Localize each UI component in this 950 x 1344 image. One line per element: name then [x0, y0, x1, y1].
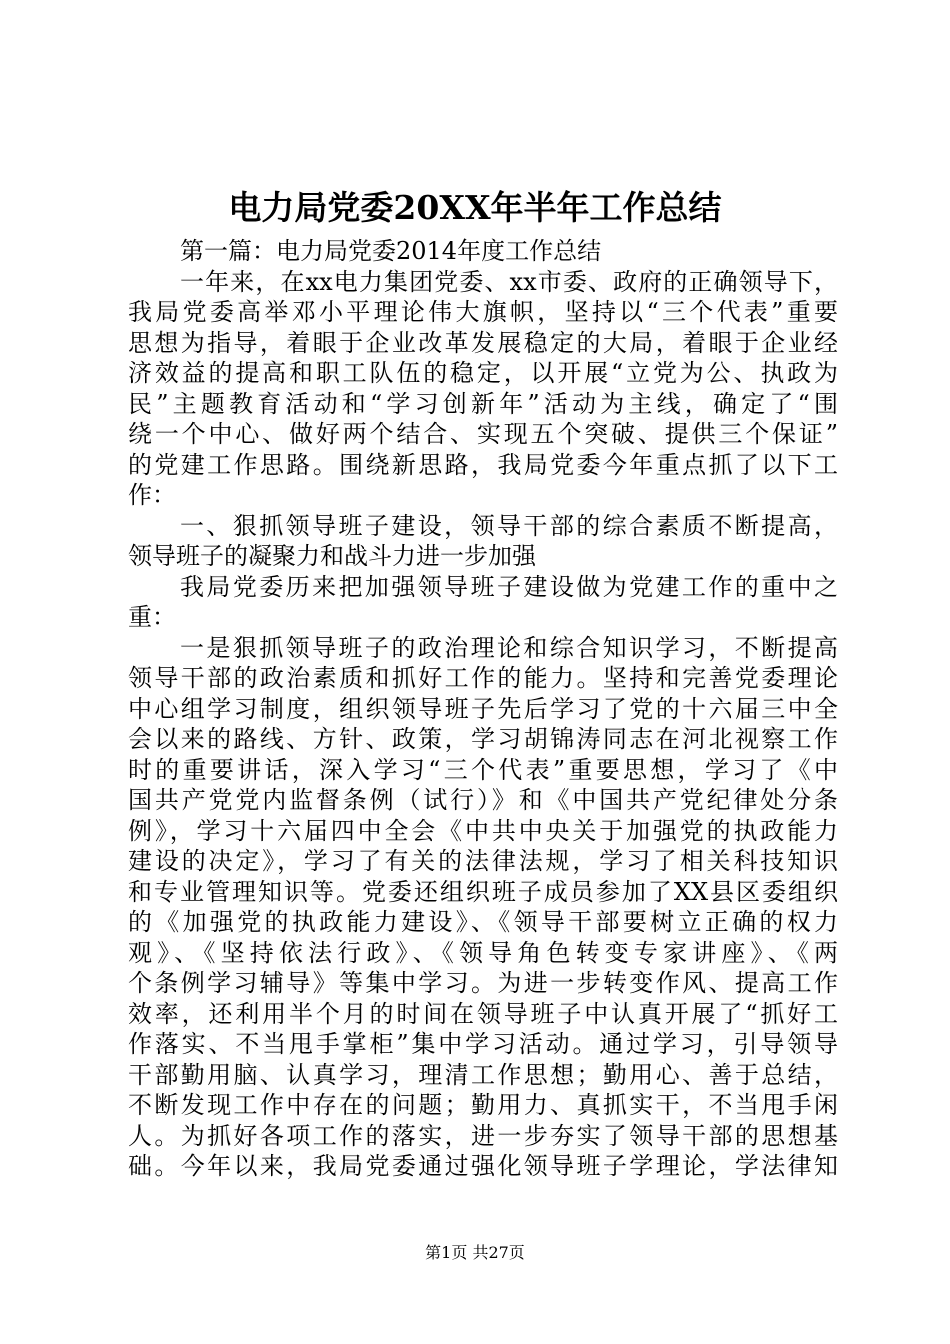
text-line: 重：	[128, 603, 176, 631]
text-line: 民”主题教育活动和“学习创新年”活动为主线，确定了“围	[128, 389, 838, 418]
text-line: 我局党委高举邓小平理论伟大旗帜，坚持以“三个代表”重要	[128, 298, 838, 326]
section-heading: 第一篇：电力局党委2014年度工作总结	[180, 237, 602, 265]
text-line: 作落实、不当甩手掌柜”集中学习活动。通过学习，引导领导	[128, 1030, 838, 1058]
text-line: 思想为指导，着眼于企业改革发展稳定的大局，着眼于企业经	[128, 328, 838, 357]
text-line: 不断发现工作中存在的问题；勤用力、真抓实干，不当甩手闲	[128, 1091, 838, 1119]
text-line: 济效益的提高和职工队伍的稳定，以开展“立党为公、执政为	[128, 359, 838, 387]
document-title: 电力局党委20XX年半年工作总结	[228, 188, 722, 227]
text-line: 作：	[128, 481, 176, 509]
text-line: 一是狠抓领导班子的政治理论和综合知识学习，不断提高	[180, 633, 838, 662]
document-body	[128, 236, 838, 1182]
text-line: 干部勤用脑、认真学习，理清工作思想；勤用心、善于总结，	[128, 1060, 838, 1089]
text-line: 一年来，在xx电力集团党委、xx市委、政府的正确领导下，	[180, 267, 838, 296]
text-line: 时的重要讲话，深入学习“三个代表”重要思想，学习了《中	[128, 755, 838, 784]
text-line: 观》、《坚持依法行政》、《领导角色转变专家讲座》、《两	[128, 938, 838, 967]
page-number: 第1页 共27页	[425, 1243, 525, 1262]
text-line: 例》，学习十六届四中全会《中共中央关于加强党的执政能力	[128, 816, 838, 845]
text-line: 个条例学习辅导》等集中学习。为进一步转变作风、提高工作	[128, 969, 838, 997]
text-line: 建设的决定》，学习了有关的法律法规，学习了相关科技知识	[128, 847, 838, 875]
text-line: 础。今年以来，我局党委通过强化领导班子学理论，学法律知	[128, 1152, 838, 1180]
text-line: 绕一个中心、做好两个结合、实现五个突破、提供三个保证”	[128, 420, 838, 448]
text-line: 我局党委历来把加强领导班子建设做为党建工作的重中之	[180, 572, 838, 601]
text-line: 中心组学习制度，组织领导班子先后学习了党的十六届三中全	[128, 694, 838, 723]
text-line: 领导干部的政治素质和抓好工作的能力。坚持和完善党委理论	[128, 664, 838, 692]
text-line: 领导班子的凝聚力和战斗力进一步加强	[128, 542, 536, 570]
text-line: 会以来的路线、方针、政策，学习胡锦涛同志在河北视察工作	[128, 725, 838, 753]
text-line: 效率，还利用半个月的时间在领导班子中认真开展了“抓好工	[128, 999, 838, 1028]
text-line: 和专业管理知识等。党委还组织班子成员参加了XX县区委组织	[128, 877, 838, 906]
text-line: 一、狠抓领导班子建设，领导干部的综合素质不断提高，	[180, 511, 838, 540]
text-line: 的党建工作思路。围绕新思路，我局党委今年重点抓了以下工	[128, 450, 838, 479]
text-line: 的《加强党的执政能力建设》、《领导干部要树立正确的权力	[128, 908, 838, 936]
text-line: 国共产党党内监督条例（试行）》和《中国共产党纪律处分条	[128, 786, 838, 814]
text-line: 人。为抓好各项工作的落实，进一步夯实了领导干部的思想基	[128, 1121, 838, 1150]
